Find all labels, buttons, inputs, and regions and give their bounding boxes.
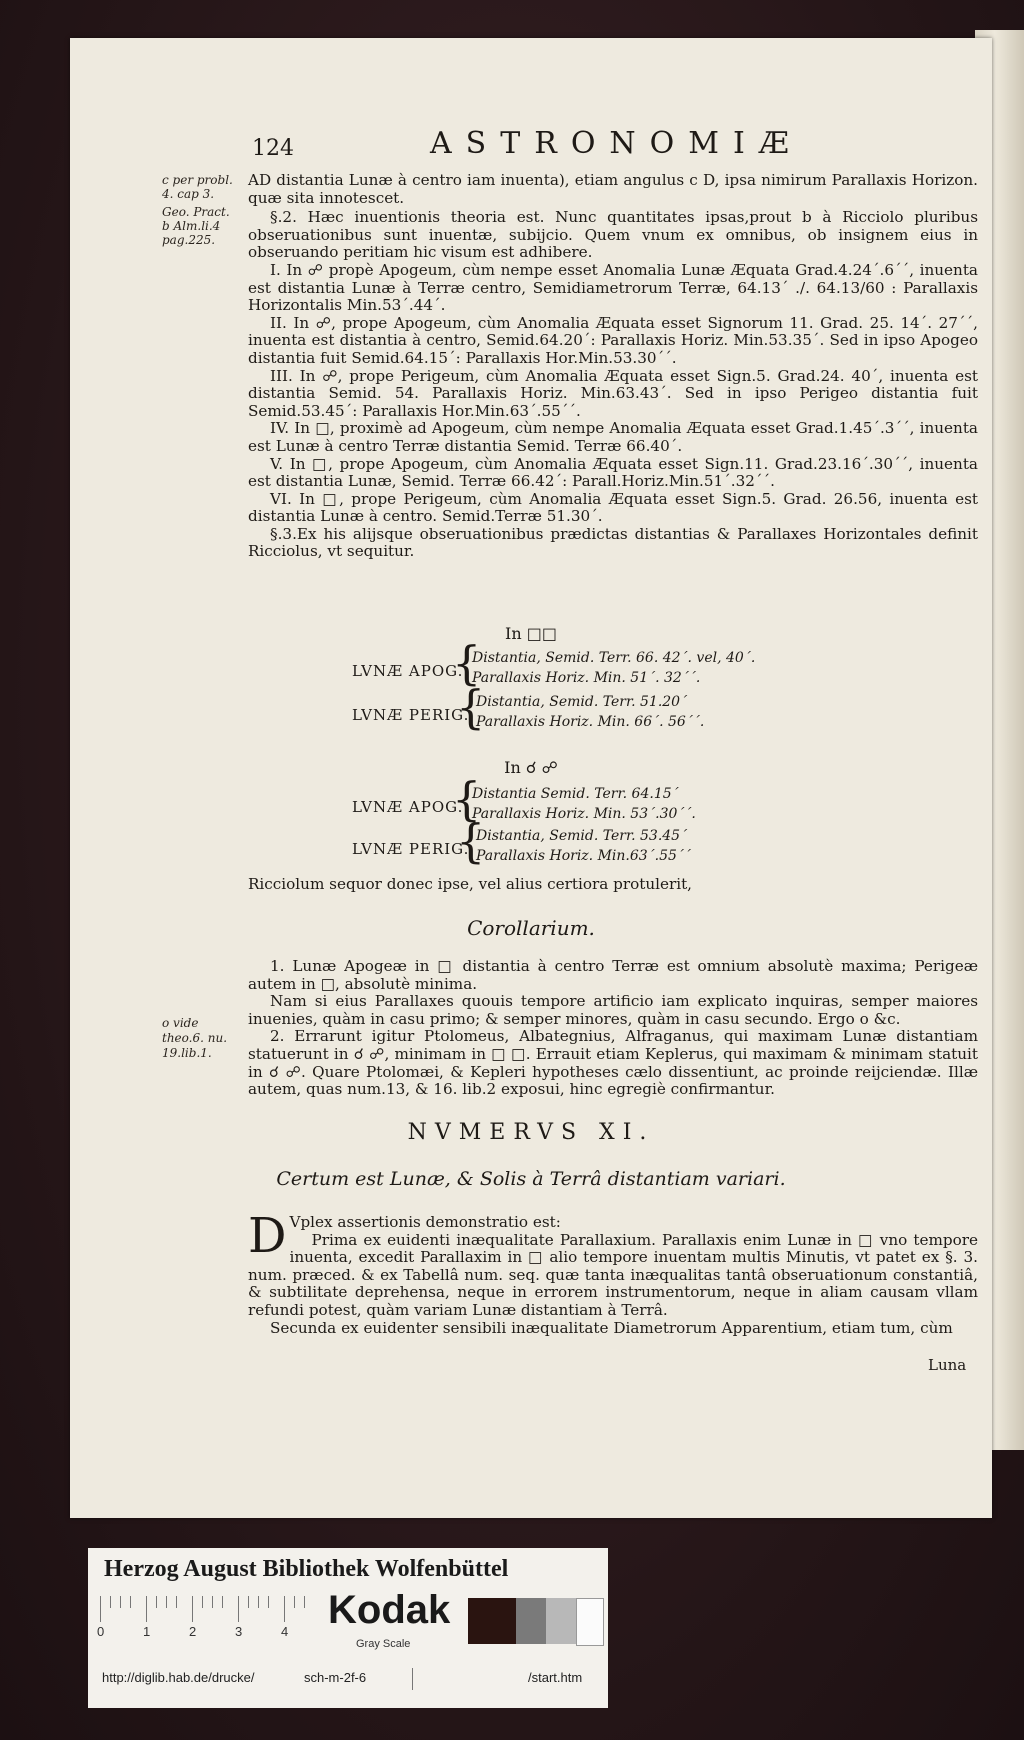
table-cell: Distantia, Semid. Terr. 51.20´ [476,694,688,710]
gray-swatch [468,1598,516,1644]
paragraph: §.2. Hæc inuentionis theoria est. Nunc quantitates ipsas,prout b à Ricciolo pluribus obseruationibus sunt inuentæ, subijcio. Quem vnum ex omnibus, ob insignem eius in obseruando peritiam hic visum est adhibere. [248,208,978,262]
paragraph: IV. In □, proximè ad Apogeum, cùm nempe Anomalia Æquata esset Grad.1.45´.3´´, inuenta est Lunæ à centro Terræ distantia Semid. Terræ 66.40´. [248,419,978,455]
section-title: NVMERVS XI. [407,1120,655,1145]
paragraph: 2. Errarunt igitur Ptolomeus, Albategnius, Alfraganus, qui maximam Lunæ distantiam statuerunt in ☌ ☍, minimam in □ □. Errauit etiam Keplerus, qui maximam & minimam statuit in ☌ ☍. Quare Ptolomæi, & Kepleri hypotheses cælo dissentiunt, ac proinde reijciendæ. Illæ autem, quas num.13, & 16. lib.2 exposui, hinc egregiè confirmantur. [248,1027,978,1099]
table-cell: Parallaxis Horiz. Min. 66´. 56´´. [476,714,705,730]
kodak-logo: Kodak [328,1588,451,1632]
archive-label [88,1548,608,1708]
ruler-numbers: 0 1 2 3 4 [97,1624,289,1639]
shelfmark: sch-m-2f-6 [304,1670,367,1685]
table-cell: Distantia, Semid. Terr. 66. 42´. vel, 40´. [472,650,756,666]
paragraph: Ricciolum sequor donec ipse, vel alius certiora protulerit, [248,875,693,893]
paragraph: V. In □, prope Apogeum, cùm Anomalia Æquata esset Sign.11. Grad.23.16´.30´´, inuenta est distantia Lunæ, Semid. Terræ 66.42´: Parall.Horiz.Min.51´.32´´. [248,454,978,491]
paragraph: Nam si eius Parallaxes quouis tempore artificio iam explicato inquiras, semper maiores inuenies, quàm in casu primo; & semper minores, quàm in casu secundo. Ergo o &c. [248,992,978,1028]
drop-capital: D [248,1208,287,1264]
margin-note: c per probl. [162,173,233,187]
table-cell: Distantia Semid. Terr. 64.15´ [472,786,679,802]
table-heading: In □□ [505,624,557,643]
paragraph: 1. Lunæ Apogeæ in □ distantia à centro Terræ est omnium absolutè maxima; Perigeæ autem in □, absolutè minima. [248,957,978,993]
library-name: Herzog August Bibliothek Wolfenbüttel [104,1556,509,1582]
margin-note: o vide [162,1016,199,1030]
brace-icon: { [456,680,486,734]
divider [412,1668,413,1690]
table-cell: Distantia, Semid. Terr. 53.45´ [476,828,688,844]
book-page [70,38,992,1518]
section-title: Corollarium. [467,916,595,940]
archive-url: http://diglib.hab.de/drucke/ [102,1670,255,1685]
table-row-label: LVNÆ PERIG. [352,706,470,724]
gray-swatch [576,1598,604,1646]
paragraph: II. In ☍, prope Apogeum, cùm Anomalia Æquata esset Signorum 11. Grad. 25. 14´. 27´´, inuenta est distantia à centro, Semid.64.20´: Parallaxis Horiz. Min.53.35´. Sed in ipso Apogeo distantia fuit Semid.64.15´: Parallaxis Hor.Min.53.30´´. [248,313,978,367]
running-title: ASTRONOMIÆ [430,126,803,161]
gray-swatch [516,1598,546,1644]
margin-note: b Alm.li.4 [162,219,221,233]
text-block-corollarium [248,958,978,1099]
section-subtitle: Certum est Lunæ, & Solis à Terrâ distantiam variari. [276,1168,786,1190]
text-block-observations [248,172,978,561]
table-row-label: LVNÆ APOG. [352,662,464,680]
margin-note: 4. cap 3. [162,187,215,201]
margin-note: 19.lib.1. [162,1046,212,1060]
table-row-label: LVNÆ PERIG. [352,840,470,858]
paragraph: Prima ex euidenti inæqualitate Parallaxium. Parallaxis enim Lunæ in □ vno tempore inuenta, excedit Parallaxim in □ alio tempore inuentam multis Minutis, vt patet ex §. 3. num. præced. & ex Tabellâ num. seq. quæ tanta inæqualitas tantâ obseruationum constantiâ, & subtilitate deprehensa, neque in errorem instrumentorum, neque in aliam causam vllam refundi potest, quàm variam Lunæ distantiam à Terrâ. [248,1230,978,1319]
table-row-label: LVNÆ APOG. [352,798,464,816]
table-heading: In ☌ ☍ [504,758,558,777]
paragraph: §.3.Ex his alijsque obseruationibus prædictas distantias & Parallaxes Horizontales definit Ricciolus, vt sequitur. [248,524,978,561]
paragraph: Vplex assertionis demonstratio est: [289,1213,561,1231]
table-cell: Parallaxis Horiz. Min. 51´. 32´´. [472,670,701,686]
text-block-numerus [248,1208,978,1337]
gray-swatch [546,1598,576,1644]
margin-note: Geo. Pract. [162,205,230,219]
gray-scale-caption: Gray Scale [356,1638,411,1650]
table-cell: Parallaxis Horiz. Min.63´.55´´ [476,848,691,864]
scale-ruler [100,1596,310,1622]
paragraph: I. In ☍ propè Apogeum, cùm nempe esset Anomalia Lunæ Æquata Grad.4.24´.6´´, inuenta est distantia Lunæ à Terræ centro, Semidiametrorum Terræ, 64.13´ ./. 64.13/60 : Parallaxis Horizontalis Min.53´.44´. [248,260,978,315]
paragraph: Secunda ex euidenter sensibili inæqualitate Diametrorum Apparentium, etiam tum, cùm [270,1318,953,1337]
paragraph: AD distantia Lunæ à centro iam inuenta), etiam angulus c D, ipsa nimirum Parallaxis Horizon. quæ sita innotescet. [248,171,978,207]
catchword: Luna [928,1356,967,1374]
paragraph: VI. In □, prope Perigeum, cùm Anomalia Æquata esset Sign.5. Grad. 26.56, inuenta est distantia Lunæ à centro. Semid.Terræ 51.30´. [248,489,978,526]
margin-note: theo.6. nu. [162,1031,228,1045]
table-cell: Parallaxis Horiz. Min. 53´.30´´. [472,806,696,822]
brace-icon: { [456,814,486,868]
brace-icon: { [452,772,482,826]
paragraph: III. In ☍, prope Perigeum, cùm Anomalia Æquata esset Sign.5. Grad.24. 40´, inuenta est distantia Semid. 54. Parallaxis Horiz. Min.63.43´. Sed in ipso Perigeo distantia fuit Semid.53.45´: Parallaxis Hor.Min.63´.55´´. [248,366,978,420]
start-link: /start.htm [528,1670,583,1685]
page-number: 124 [252,136,294,161]
margin-note: pag.225. [162,233,216,247]
brace-icon: { [452,636,482,690]
